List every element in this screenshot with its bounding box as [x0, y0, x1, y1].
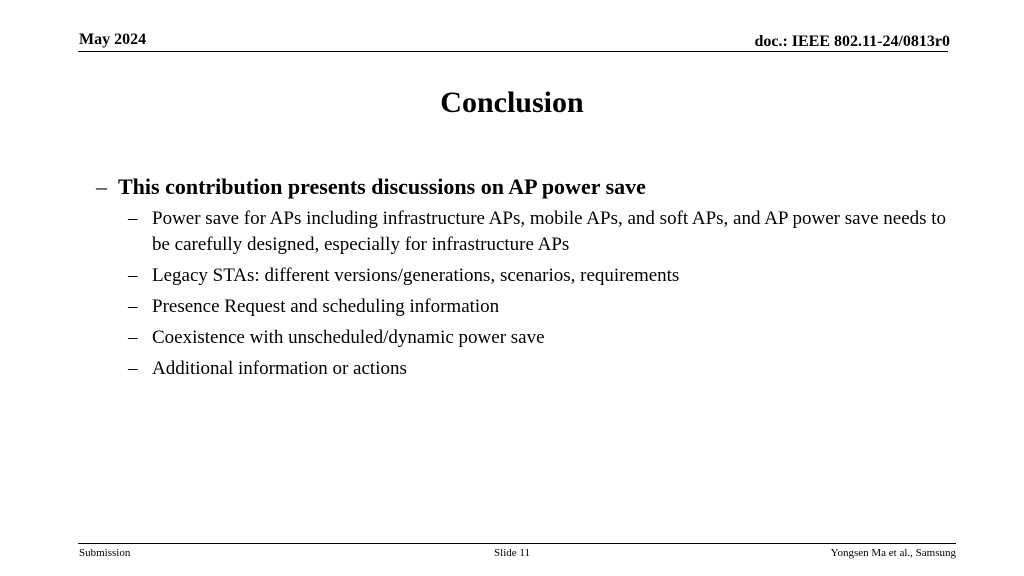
bullet-dash: – [128, 327, 138, 348]
footer-divider [78, 543, 956, 544]
header-date: May 2024 [79, 31, 147, 48]
sub-bullet-text: Power save for APs including infrastructure APs, mobile APs, and soft APs, and AP power save needs to be carefully designed, especially for infrastructure APs [152, 208, 947, 255]
header-divider [78, 51, 948, 52]
bullet-dash: – [128, 296, 138, 317]
bullet-dash: – [96, 174, 107, 199]
sub-bullet-text: Coexistence with unscheduled/dynamic power save [152, 327, 545, 348]
sub-bullet [128, 206, 952, 258]
sub-bullet [128, 356, 952, 382]
footer-authors: Yongsen Ma et al., Samsung [830, 547, 956, 559]
main-bullet [96, 172, 946, 202]
header-doc-id: doc.: IEEE 802.11-24/0813r0 [754, 33, 950, 50]
footer-submission: Submission [79, 547, 131, 559]
bullet-dash: – [128, 265, 138, 286]
sub-bullet-text: Legacy STAs: different versions/generations, scenarios, requirements [152, 265, 680, 286]
bullet-dash: – [128, 358, 138, 379]
slide-title: Conclusion [440, 86, 584, 119]
footer-slide-number: Slide 11 [494, 547, 530, 559]
sub-bullet [128, 325, 952, 351]
sub-bullet-text: Additional information or actions [152, 358, 407, 379]
sub-bullet [128, 294, 952, 320]
sub-bullet [128, 263, 952, 289]
main-bullet-text: This contribution presents discussions on AP power save [118, 174, 646, 199]
bullet-dash: – [128, 208, 138, 229]
sub-bullet-list [96, 206, 946, 382]
slide-body [96, 172, 946, 387]
sub-bullet-text: Presence Request and scheduling information [152, 296, 500, 317]
